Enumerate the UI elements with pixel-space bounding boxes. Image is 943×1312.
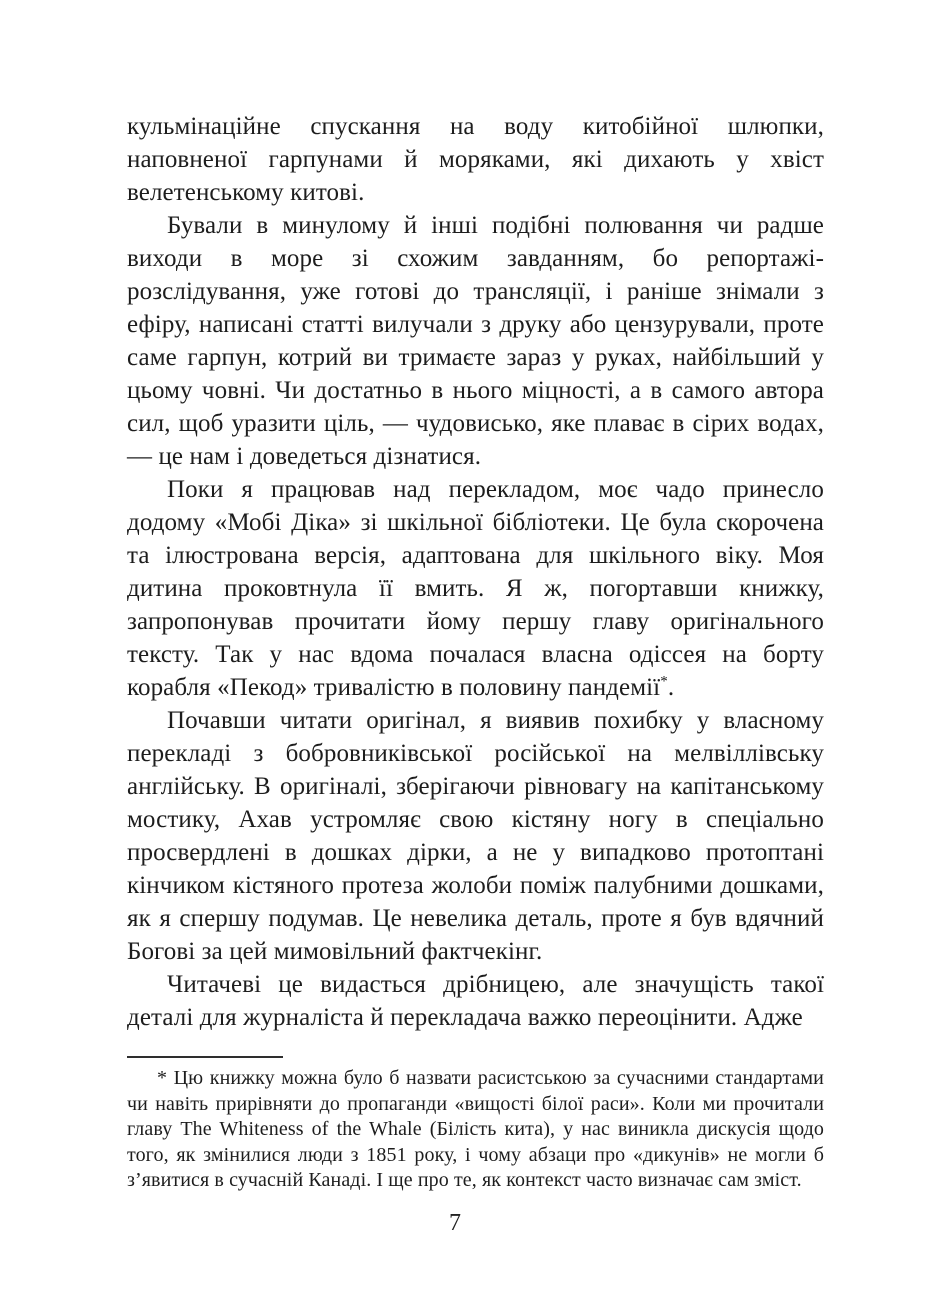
footnote-reference-marker: * bbox=[660, 673, 668, 690]
page-body bbox=[127, 110, 824, 1194]
footnote-asterisk: * bbox=[157, 1067, 168, 1089]
footnote-text: Цю книжку можна було б назвати расистською за сучасними стандартами чи навіть прирівняти до пропаганди «вищості білої раси». Коли ми прочитали главу The Whiteness of the Whale (Білість кита), у нас виникла дискусія щодо того, як змінилися люди з 1851 року, і чому абзаци про «дикунів» не могли б з’явитися в сучасній Канаді. І ще про те, як контекст часто визначає сам зміст. bbox=[127, 1067, 824, 1191]
page-number: 7 bbox=[449, 1210, 461, 1236]
paragraph-3-period: . bbox=[667, 674, 675, 701]
paragraph-2: Бували в минулому й інші подібні полювання чи радше виходи в море зі схожим завданням, бо репортажі-розслідування, уже готові до трансляції, і раніше знімали з ефіру, написані статті вилучали з друку або цензурували, проте саме гарпун, котрий ви тримаєте зараз у руках, найбільший у цьому човні. Чи достатньо в нього міцності, а в самого автора сил, щоб уразити ціль, — чудовисько, яке плаває в сірих водах, — це нам і доведеться дізнатися. bbox=[127, 212, 824, 470]
paragraph-continuation: кульмінаційне спускання на воду китобійної шлюпки, наповненої гарпунами й моряками, які дихають у хвіст велетенському китові. bbox=[127, 113, 824, 206]
footnote-separator-rule bbox=[127, 1056, 283, 1058]
paragraph-3-text: Поки я працював над перекладом, моє чадо принесло додому «Мобі Діка» зі шкільної бібліотеки. Це була скорочена та ілюстрована версія, адаптована для шкільного віку. Моя дитина проковтнула її вмить. Я ж, погортавши книжку, запропонував прочитати йому першу главу оригінального тексту. Так у нас вдома почалася власна одіссея на борту корабля «Пекод» тривалістю в половину пандемії bbox=[127, 476, 824, 701]
paragraph-4: Почавши читати оригінал, я виявив похибку у власному перекладі з бобровниківської російської на мелвіллівську англійську. В оригіналі, зберігаючи рівновагу на капітанському мостику, Ахав устромляє свою кістяну ногу в спеціально просвердлені в дошках дірки, а не у випадково протоптані кінчиком кістяного протеза жолоби поміж палубними дошками, як я спершу подумав. Це невелика деталь, проте я був вдячний Богові за цей мимовільний фактчекінг. bbox=[127, 707, 824, 965]
paragraph-5: Читачеві це видасться дрібницею, але значущість такої деталі для журналіста й перекладача важко переоцінити. Адже bbox=[127, 971, 824, 1031]
footnote bbox=[127, 1066, 824, 1194]
paragraph-3 bbox=[127, 473, 824, 704]
